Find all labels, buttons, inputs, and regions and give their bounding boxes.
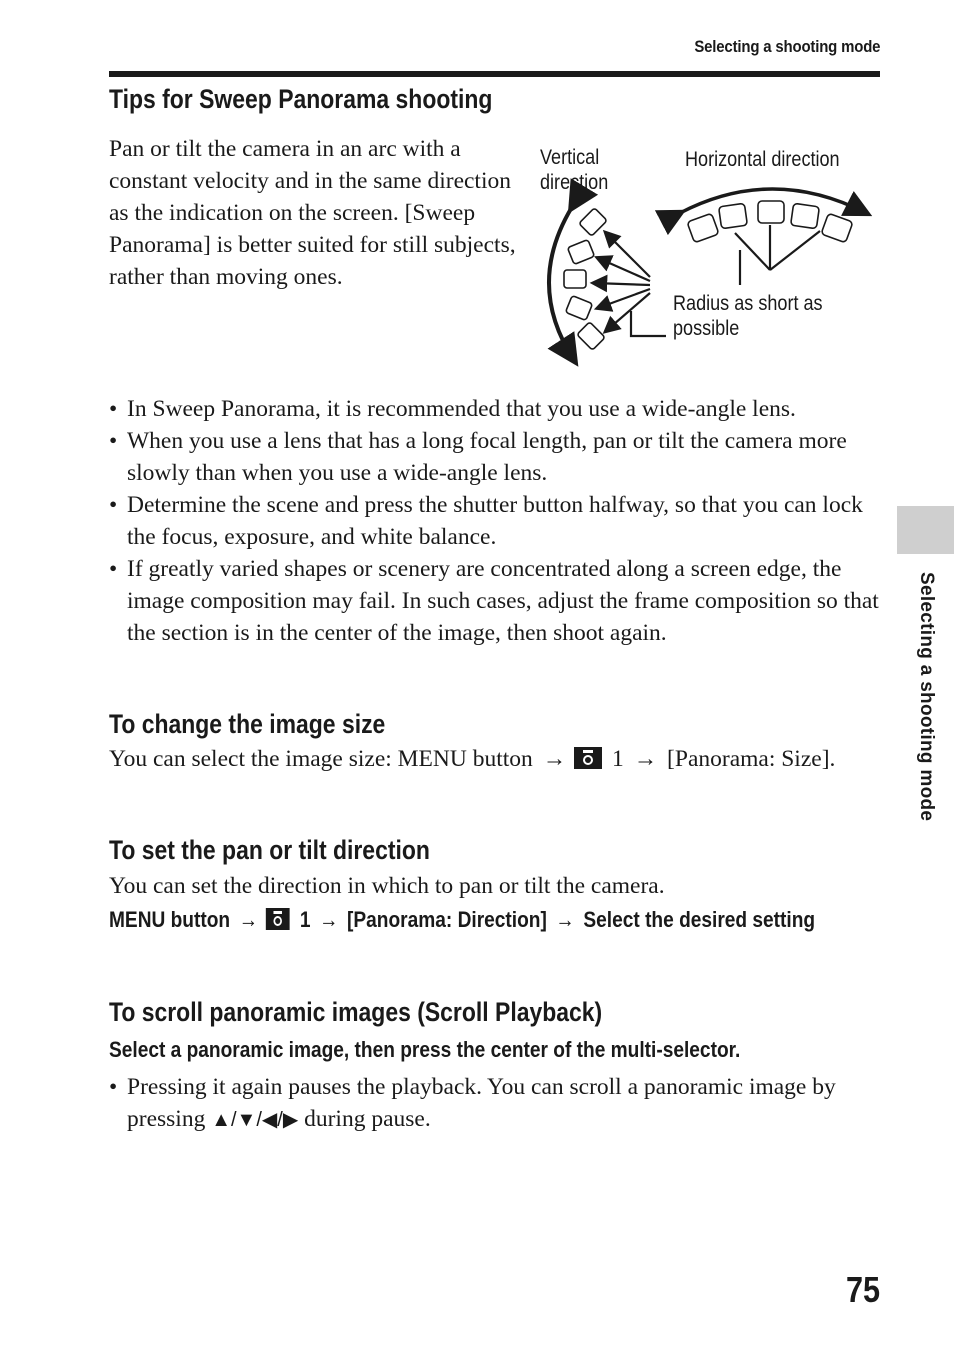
- running-head: Selecting a shooting mode: [694, 37, 880, 56]
- intro-paragraph: Pan or tilt the camera in an arc with a constant velocity and in the same direction as the indication on the screen. [Sweep Panorama] is better suited for still subjects, rather than moving ones.: [109, 136, 516, 290]
- menu-number: 1: [612, 746, 624, 772]
- arrow-icon: →: [555, 907, 575, 932]
- arrow-icon: →: [633, 746, 658, 772]
- menu-button-label: MENU button: [109, 907, 231, 932]
- list-item: • Determine the scene and press the shutter button halfway, so that you can lock the focus, exposure, and white balance.: [109, 489, 884, 553]
- sweep-direction-figure: [530, 135, 875, 370]
- scroll-note-end: during pause.: [304, 1106, 431, 1132]
- scroll-note-text: Pressing it again pauses the playback. You can scroll a panoramic image by pressing: [127, 1074, 836, 1132]
- horizontal-radius-lines: [735, 225, 820, 285]
- list-item: • When you use a lens that has a long focal length, pan or tilt the camera more slowly than when you use a wide-angle lens.: [109, 425, 884, 489]
- figure-graphics: [530, 135, 875, 370]
- list-item: [109, 1071, 884, 1136]
- arrow-icon: →: [542, 746, 567, 772]
- list-item: • If greatly varied shapes or scenery are concentrated along a screen edge, the image composition may fail. In such cases, adjust the frame composition so that the section is in the center of the image, then shoot again.: [109, 553, 884, 649]
- tips-list: [109, 393, 884, 649]
- side-tab-label: Selecting a shooting mode: [916, 572, 937, 822]
- list-item: • In Sweep Panorama, it is recommended that you use a wide-angle lens.: [109, 393, 884, 425]
- direction-keys-icon: ▲/▼/◀/▶: [211, 1109, 299, 1131]
- menu-number: 1: [299, 907, 311, 932]
- arrow-icon: →: [319, 907, 339, 932]
- scroll-heading: To scroll panoramic images (Scroll Playback): [109, 997, 603, 1027]
- radius-label: Radius as short as possible: [673, 292, 823, 340]
- direction-instruction: [109, 904, 857, 936]
- camera-menu-icon: [265, 908, 291, 930]
- side-tab-marker: [897, 506, 954, 554]
- image-size-paragraph: [109, 743, 869, 775]
- image-size-text: You can select the image size: MENU button: [109, 746, 533, 772]
- direction-heading: To set the pan or tilt direction: [109, 835, 430, 865]
- section-title: Tips for Sweep Panorama shooting: [109, 84, 493, 114]
- scroll-notes-list: [109, 1071, 884, 1136]
- arrow-icon: →: [238, 907, 258, 932]
- header-rule: [109, 71, 880, 77]
- camera-menu-icon: [574, 747, 602, 769]
- page-number: 75: [845, 1269, 880, 1310]
- horizontal-direction-label: Horizontal direction: [685, 148, 840, 171]
- vertical-cameras-icon: [564, 208, 607, 350]
- scroll-instruction: Select a panoramic image, then press the center of the multi-selector.: [109, 1037, 741, 1062]
- panorama-size-item: [Panorama: Size].: [667, 746, 836, 772]
- direction-text: You can set the direction in which to pan or tilt the camera.: [109, 873, 665, 899]
- select-setting-text: Select the desired setting: [583, 907, 816, 932]
- panorama-direction-item: [Panorama: Direction]: [347, 907, 547, 932]
- vertical-radius-arrows: [594, 233, 666, 336]
- image-size-heading: To change the image size: [109, 709, 386, 739]
- vertical-direction-label: Vertical direction: [540, 146, 609, 194]
